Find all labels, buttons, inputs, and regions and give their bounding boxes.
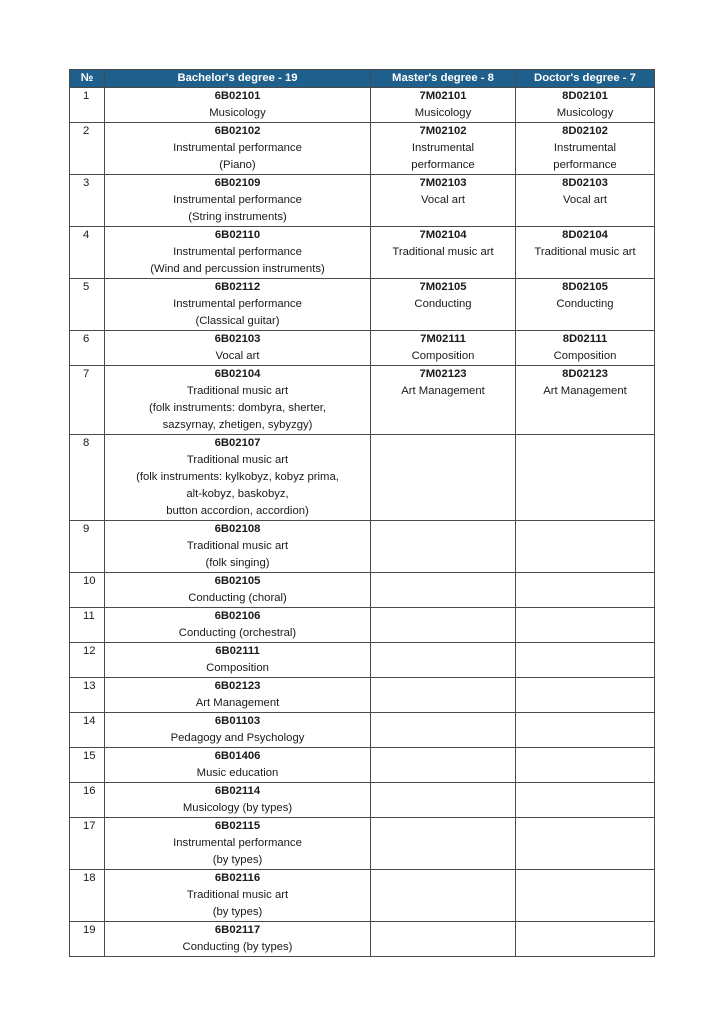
program-code: 6B02106 [214,610,261,622]
program-name-line: Traditional music art [186,540,289,552]
program-name-line: (Classical guitar) [195,315,280,327]
doctor-cell [516,435,655,521]
bachelor-cell [105,678,371,713]
program-name-line: Art Management [543,385,627,397]
program-code: 7M02102 [419,125,467,137]
program-name-line: Vocal art [563,194,607,206]
program-name-line: Vocal art [215,350,260,362]
program-code: 6B01103 [214,715,261,727]
program-code: 8D02101 [562,90,608,102]
row-number: 16 [70,783,105,818]
master-cell [371,279,516,331]
bachelor-cell [105,366,371,435]
program-name-line: Traditional music art [186,385,289,397]
program-code: 6B02111 [215,645,260,657]
doctor-cell [516,783,655,818]
master-cell [371,521,516,573]
table-row [70,678,655,713]
program-name-line: Composition [411,350,475,362]
program-code: 7M02101 [419,90,467,102]
master-cell [371,818,516,870]
program-code: 6B02116 [214,872,261,884]
master-cell [371,678,516,713]
row-number: 19 [70,922,105,957]
doctor-cell [516,870,655,922]
row-number: 17 [70,818,105,870]
master-cell [371,175,516,227]
table-row [70,88,655,123]
program-name-line: (Wind and percussion instruments) [150,263,325,275]
program-code: 8D02111 [562,333,608,345]
row-number: 8 [70,435,105,521]
master-cell [371,435,516,521]
program-code: 8D02123 [562,368,608,380]
master-cell [371,123,516,175]
row-number: 15 [70,748,105,783]
bachelor-cell [105,521,371,573]
table-row [70,748,655,783]
header-master: Master's degree - 8 [371,70,516,88]
row-number: 13 [70,678,105,713]
row-number: 18 [70,870,105,922]
doctor-cell [516,227,655,279]
program-name-line: Art Management [195,697,280,709]
program-name-line: Instrumental performance [173,298,302,310]
table-row [70,123,655,175]
program-name-line: sazsyrnay, zhetigen, sybyzgy) [162,419,313,431]
master-cell [371,331,516,366]
bachelor-cell [105,870,371,922]
master-cell [371,366,516,435]
program-name-line: Instrumental performance [173,246,302,258]
program-code: 7M02103 [419,177,467,189]
doctor-cell [516,573,655,608]
table-row [70,227,655,279]
master-cell [371,748,516,783]
table-row [70,870,655,922]
program-name-line: button accordion, accordion) [166,505,309,517]
program-code: 6B02109 [214,177,261,189]
program-code: 6B02107 [214,437,261,449]
bachelor-cell [105,608,371,643]
program-name-line: Traditional music art [186,454,289,466]
doctor-cell [516,608,655,643]
program-name-line: Conducting [556,298,614,310]
program-code: 6B02112 [214,281,261,293]
doctor-cell [516,88,655,123]
master-cell [371,608,516,643]
program-name-line: Instrumental performance [173,837,302,849]
doctor-cell [516,818,655,870]
doctor-cell [516,643,655,678]
master-cell [371,643,516,678]
program-code: 8D02102 [562,125,608,137]
program-name-line: Conducting (choral) [188,592,287,604]
program-code: 7M02104 [419,229,467,241]
header-doctor: Doctor's degree - 7 [516,70,655,88]
table-body [70,88,655,957]
doctor-cell [516,279,655,331]
program-name-line: Composition [206,662,269,674]
program-code: 6B02123 [214,680,261,692]
row-number: 7 [70,366,105,435]
row-number: 3 [70,175,105,227]
program-code: 6B02103 [214,333,261,345]
doctor-cell [516,331,655,366]
row-number: 5 [70,279,105,331]
master-cell [371,573,516,608]
program-name-line: Conducting (orchestral) [178,627,297,639]
bachelor-cell [105,331,371,366]
program-code: 8D02103 [562,177,608,189]
program-code: 7M02111 [420,333,466,345]
master-cell [371,88,516,123]
program-name-line: (by types) [212,906,263,918]
program-name-line: Art Management [401,385,485,397]
table-row [70,573,655,608]
program-name-line: Musicology [556,107,614,119]
bachelor-cell [105,713,371,748]
bachelor-cell [105,175,371,227]
degree-programs-table [69,69,655,957]
program-name-line: Instrumental performance [173,194,302,206]
table-row [70,331,655,366]
bachelor-cell [105,227,371,279]
header-bachelor: Bachelor's degree - 19 [105,70,371,88]
program-code: 6B02105 [214,575,261,587]
program-name-line: Musicology (by types) [182,802,293,814]
program-name-line: Traditional music art [534,246,636,258]
program-name-line: Instrumental [411,142,475,154]
doctor-cell [516,678,655,713]
program-name-line: (folk instruments: dombyra, sherter, [148,402,327,414]
program-name-line: Instrumental performance [173,142,302,154]
table-row [70,922,655,957]
program-code: 8D02105 [562,281,608,293]
doctor-cell [516,175,655,227]
table-row [70,366,655,435]
row-number: 4 [70,227,105,279]
program-name-line: Instrumental [553,142,617,154]
program-name-line: performance [553,159,617,171]
program-name-line: Composition [553,350,617,362]
row-number: 11 [70,608,105,643]
bachelor-cell [105,643,371,678]
header-number: № [70,70,105,88]
program-code: 7M02105 [419,281,467,293]
bachelor-cell [105,748,371,783]
bachelor-cell [105,88,371,123]
program-code: 8D02104 [562,229,608,241]
program-name-line: (String instruments) [188,211,287,223]
program-code: 6B01406 [214,750,261,762]
row-number: 14 [70,713,105,748]
table-row [70,608,655,643]
program-name-line: Conducting [414,298,472,310]
table-row [70,643,655,678]
row-number: 1 [70,88,105,123]
program-code: 6B02101 [214,90,261,102]
table-row [70,175,655,227]
master-cell [371,922,516,957]
program-name-line: Music education [196,767,279,779]
program-name-line: (by types) [212,854,263,866]
program-name-line: Traditional music art [392,246,494,258]
program-code: 6B02115 [214,820,261,832]
program-name-line: (folk instruments: kylkobyz, kobyz prima, [136,471,339,483]
program-code: 6B02114 [214,785,261,797]
bachelor-cell [105,818,371,870]
program-name-line: Pedagogy and Psychology [170,732,305,744]
program-name-line: alt-kobyz, baskobyz, [186,488,289,500]
table-row [70,783,655,818]
bachelor-cell [105,783,371,818]
doctor-cell [516,713,655,748]
program-name-line: Vocal art [421,194,465,206]
doctor-cell [516,521,655,573]
master-cell [371,227,516,279]
program-code: 6B02102 [214,125,261,137]
row-number: 12 [70,643,105,678]
program-name-line: Conducting (by types) [182,941,293,953]
program-code: 6B02108 [214,523,261,535]
program-name-line: Traditional music art [186,889,289,901]
row-number: 9 [70,521,105,573]
bachelor-cell [105,123,371,175]
master-cell [371,713,516,748]
program-code: 6B02110 [214,229,261,241]
doctor-cell [516,366,655,435]
table-row [70,818,655,870]
master-cell [371,870,516,922]
doctor-cell [516,123,655,175]
master-cell [371,783,516,818]
bachelor-cell [105,279,371,331]
program-name-line: Musicology [414,107,472,119]
program-name-line: performance [411,159,475,171]
table-row [70,521,655,573]
table-row [70,279,655,331]
bachelor-cell [105,435,371,521]
row-number: 6 [70,331,105,366]
program-name-line: Musicology [209,107,266,119]
program-name-line: (folk singing) [205,557,270,569]
bachelor-cell [105,573,371,608]
program-code: 6B02117 [214,924,261,936]
doctor-cell [516,922,655,957]
program-name-line: (Piano) [219,159,256,171]
table-row [70,713,655,748]
bachelor-cell [105,922,371,957]
program-code: 6B02104 [214,368,261,380]
doctor-cell [516,748,655,783]
program-code: 7M02123 [419,368,467,380]
table-header-row [70,70,655,88]
row-number: 10 [70,573,105,608]
table-row [70,435,655,521]
row-number: 2 [70,123,105,175]
